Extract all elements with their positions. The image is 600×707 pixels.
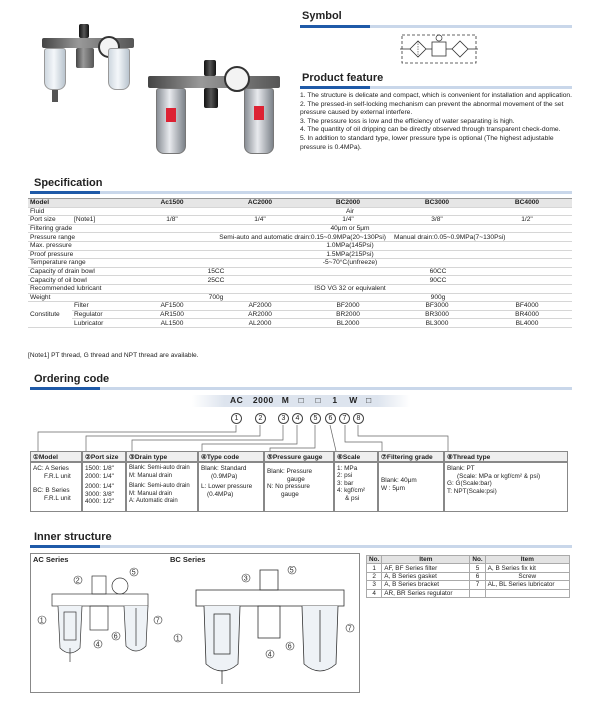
spec-value: BR4000 [482,310,572,319]
spec-value: BL3000 [392,319,482,328]
option-text: (0.9MPa) [211,472,238,480]
parts-row [367,589,570,597]
svg-text:7: 7 [347,625,352,633]
spec-value: Air [128,207,572,216]
ordering-head-filtering-grade: ⑦Filtering grade [378,451,444,462]
spec-label: Capacity of drain bowl [28,267,128,276]
spec-label: Constitute [28,302,72,328]
option-text: Blank: Standard [201,465,247,472]
code-part: □ [298,395,305,405]
callout-number: 8 [353,413,364,424]
ordering-gauge-options [264,462,334,512]
spec-label: Port size [28,216,72,225]
code-part: □ [366,395,372,405]
option-text: Blank: Pressure [267,468,313,475]
spec-sublabel: Regulator [72,310,128,319]
ordering-type-options [198,462,264,512]
spec-value: -5~70°C(unfreeze) [128,259,572,268]
spec-label: Filtering grade [28,224,128,233]
spec-value: 1/4" [216,216,304,225]
option-text: Blank: PT [447,465,475,472]
option-text: gauge [287,475,305,483]
spec-value: 15CC [128,267,304,276]
parts-cell: A, B Series fix kit [485,564,569,572]
option-text: 2: psi [337,472,353,480]
code-part: 1 [332,395,338,405]
option-text: 1: MPa [337,465,358,472]
option-text: N: No pressure [267,483,310,491]
option-text: M: Manual drain [129,472,173,479]
ordering-head-thread-type: ⑧Thread type [444,451,568,462]
spec-label: Fluid [28,207,128,216]
spec-note: [Note1] [72,216,128,225]
spec-label: Proof pressure [28,250,128,259]
parts-header-cell: Item [382,556,470,564]
symbol-title: Symbol [302,10,342,22]
ordering-head-port-size: ②Port size [82,451,126,462]
parts-cell: 5 [470,564,485,572]
spec-label: Recommended lubricant [28,284,128,293]
parts-cell: 7 [470,581,485,589]
spec-label: Max. pressure [28,241,128,250]
option-text: M: Manual drain [129,490,173,497]
spec-value: 1/8" [128,216,216,225]
option-text: Blank: 40μm [381,477,417,484]
parts-row [367,564,570,572]
parts-cell [470,589,485,597]
option-text: 4: kgf/cm² [337,487,366,495]
spec-value: 90CC [304,276,572,285]
spec-value: BF4000 [482,302,572,311]
option-text: T: NPT(Scale:psi) [447,487,497,495]
option-text: AC: A Series [33,465,69,472]
spec-value: 3/8" [392,216,482,225]
ordering-scale-options [334,462,378,512]
spec-label: Pressure range [28,233,128,242]
ordering-head-type-code: ④Type code [198,451,264,462]
ordering-code-title: Ordering code [34,373,110,385]
option-text: 3000: 3/8" [85,490,114,498]
option-text: F.R.L unit [44,494,71,502]
callout-number: 3 [278,413,289,424]
inner-structure-title: Inner structure [34,531,112,543]
code-part: 2000 [252,395,274,405]
option-text: Blank: Semi-auto drain [129,465,190,471]
spec-value: Manual drain:0.05~0.9MPa(7~130Psi) [392,233,572,242]
callout-number: 7 [339,413,350,424]
svg-text:2: 2 [75,577,80,585]
option-text: & psi [345,494,360,502]
code-part: W [349,395,358,405]
spec-label: Temperature range [28,259,128,268]
ordering-head-scale: ⑥Scale [334,451,378,462]
spec-value: AR2000 [216,310,304,319]
option-text: G: G(Scale:bar) [447,480,492,488]
svg-text:1: 1 [175,635,180,643]
svg-text:4: 4 [267,651,272,659]
bc-series-cutaway [170,566,358,690]
spec-value: AR1500 [128,310,216,319]
spec-value: 1.0MPa(145Psi) [128,241,572,250]
ac-series-cutaway [34,566,164,686]
parts-cell: A, B Series bracket [382,581,470,589]
parts-cell: AR, BR Series regulator [382,589,470,597]
parts-cell [485,589,569,597]
spec-header-cell: BC4000 [482,199,572,208]
spec-value: 700g [128,293,304,302]
option-text: 4000: 1/2" [85,498,114,506]
spec-header-cell: Model [28,199,128,208]
option-text: 1500: 1/8" [85,465,114,472]
callout-number: 6 [325,413,336,424]
spec-value: BR3000 [392,310,482,319]
callout-number: 5 [310,413,321,424]
svg-text:6: 6 [287,643,292,651]
parts-cell: 6 [470,572,485,580]
option-text: (0.4MPa) [207,490,234,498]
parts-header-cell: No. [470,556,485,564]
code-part: □ [315,395,322,405]
parts-cell: A, B Series gasket [382,572,470,580]
option-text: BC: B Series [33,487,70,495]
spec-value: 1.5MPa(215Psi) [128,250,572,259]
inner-structure-rule [30,545,572,548]
feature-item: 1. The structure is delicate and compact, which is convenient for installation and application. [300,92,572,99]
option-text: L: Lower pressure [201,483,253,491]
option-text: A: Automatic drain [129,498,178,505]
spec-value: 25CC [128,276,304,285]
parts-cell: AL, BL Series lubricator [485,581,569,589]
parts-cell: 3 [367,581,382,589]
parts-list-table [366,555,570,598]
specification-title: Specification [34,177,103,189]
svg-text:1: 1 [39,617,44,625]
ordering-drain-options [126,462,198,512]
ordering-filtering-options [378,462,444,512]
parts-header-row [367,556,570,564]
spec-header-cell: AC2000 [216,199,304,208]
spec-label: Weight [28,293,128,302]
spec-value: AL1500 [128,319,216,328]
spec-value: Semi-auto and automatic drain:0.15~0.9MPa(20~130Psi) [128,233,392,242]
feature-item: 5. In addition to standard type, lower pressure type is optional (The highest adjustable pressure is 0.4MPa). [300,134,554,151]
svg-text:7: 7 [155,617,160,625]
spec-sublabel: Lubricator [72,319,128,328]
spec-value: 1/2" [482,216,572,225]
svg-text:4: 4 [95,641,100,649]
spec-value: AF2000 [216,302,304,311]
spec-value: BL4000 [482,319,572,328]
feature-item: 2. The pressed-in self-locking mechanism can prevent the abnormal movement of the set pressure caused by external interfere. [300,100,564,117]
spec-label: Capacity of oil bowl [28,276,128,285]
svg-text:5: 5 [289,567,294,575]
spec-value: 900g [304,293,572,302]
option-text: 2000: 1/4" [85,472,114,480]
callout-number: 4 [292,413,303,424]
spec-value: BF3000 [392,302,482,311]
spec-sublabel: Filter [72,302,128,311]
option-text: Blank: Semi-auto drain [129,483,190,490]
parts-cell: 1 [367,564,382,572]
parts-row [367,581,570,589]
svg-text:5: 5 [131,569,136,577]
parts-header-cell: No. [367,556,382,564]
product-feature-title: Product feature [302,72,384,84]
option-text: gauge [281,490,299,498]
feature-item: 4. The quantity of oil dripping can be directly observed through transparent check-dome. [300,126,561,134]
parts-row [367,572,570,580]
code-part: AC [230,395,244,405]
option-text: F.R.L unit [44,472,71,480]
spec-header-cell: BC2000 [304,199,392,208]
option-text: W : 5μm [381,484,405,492]
option-text: 2000: 1/4" [85,483,114,491]
spec-value: BF2000 [304,302,392,311]
spec-value: ISO VG 32 or equivalent [128,284,572,293]
spec-value: 60CC [304,267,572,276]
feature-item: 3. The pressure loss is low and the efficiency of water separating is high. [300,117,515,125]
ordering-model-options [30,462,82,512]
svg-text:3: 3 [243,575,248,583]
ordering-head-drain-type: ③Drain type [126,451,198,462]
bc-series-label: BC Series [170,555,206,564]
option-text: 3: bar [337,479,354,487]
callout-number: 2 [255,413,266,424]
spec-value: BL2000 [304,319,392,328]
spec-header-cell: BC3000 [392,199,482,208]
spec-value: AF1500 [128,302,216,311]
spec-value: BR2000 [304,310,392,319]
parts-cell: AF, BF Series filter [382,564,470,572]
ordering-thread-options [444,462,568,512]
parts-cell: Screw [485,572,569,580]
ac-series-label: AC Series [33,555,69,564]
parts-cell: 2 [367,572,382,580]
svg-text:6: 6 [113,633,118,641]
ordering-port-options [82,462,126,512]
spec-value: 40μm or 5μm [128,224,572,233]
callout-number: 1 [231,413,242,424]
spec-value: AL2000 [216,319,304,328]
code-part: M [281,395,290,405]
spec-footnote: [Note1] PT thread, G thread and NPT thread are available. [28,352,199,359]
parts-cell: 4 [367,589,382,597]
parts-header-cell: Item [485,556,569,564]
ordering-head-model: ①Model [30,451,82,462]
ordering-head-pressure-gauge: ⑤Pressure gauge [264,451,334,462]
option-text: (Scale: MPa or kgf/cm² & psi) [457,472,541,480]
spec-value: 1/4" [304,216,392,225]
spec-header-cell: Ac1500 [128,199,216,208]
